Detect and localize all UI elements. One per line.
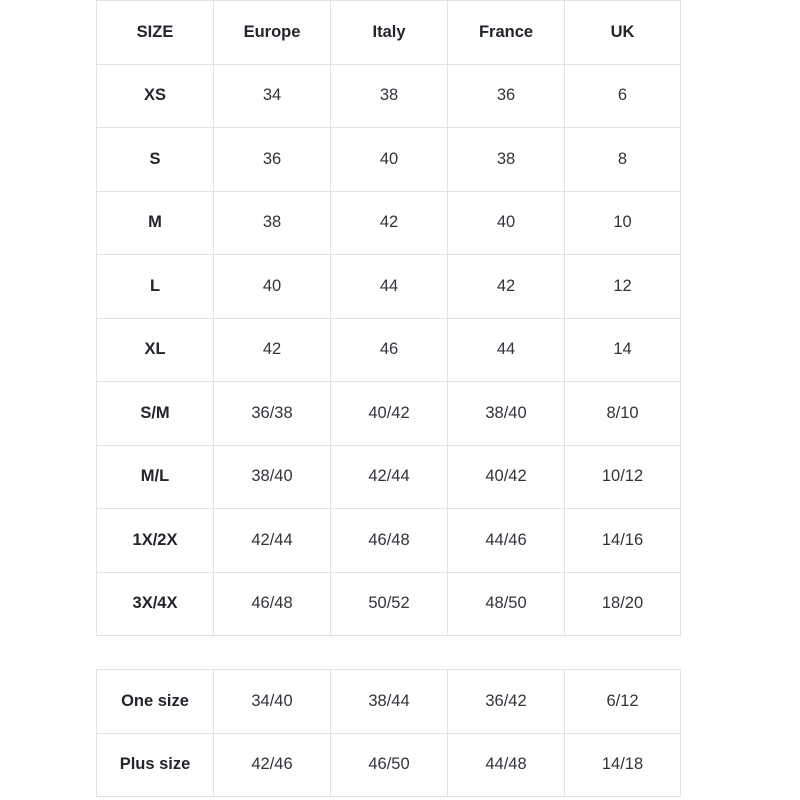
cell-italy: 46/48 [331,509,448,573]
cell-france: 40/42 [448,445,565,509]
cell-uk: 14/16 [565,509,681,573]
row-label: One size [97,670,214,734]
table-row [97,191,681,255]
row-label: Plus size [97,733,214,797]
cell-europe: 42/44 [214,509,331,573]
row-label: M/L [97,445,214,509]
table-header-row [97,1,681,65]
cell-uk: 6 [565,64,681,128]
table-row [97,128,681,192]
cell-italy: 44 [331,255,448,319]
cell-france: 36/42 [448,670,565,734]
column-header-size: SIZE [97,1,214,65]
table-row [97,382,681,446]
row-label: L [97,255,214,319]
cell-uk: 14/18 [565,733,681,797]
cell-france: 36 [448,64,565,128]
cell-europe: 46/48 [214,572,331,636]
cell-europe: 34 [214,64,331,128]
cell-uk: 8 [565,128,681,192]
cell-italy: 46 [331,318,448,382]
cell-europe: 40 [214,255,331,319]
cell-italy: 38/44 [331,670,448,734]
column-header-uk: UK [565,1,681,65]
cell-italy: 42 [331,191,448,255]
cell-italy: 42/44 [331,445,448,509]
table-spacer [96,636,680,669]
cell-italy: 40 [331,128,448,192]
cell-uk: 10 [565,191,681,255]
table-row [97,572,681,636]
column-header-france: France [448,1,565,65]
table-row [97,733,681,797]
table-row [97,509,681,573]
cell-uk: 12 [565,255,681,319]
cell-italy: 46/50 [331,733,448,797]
row-label: M [97,191,214,255]
cell-europe: 42/46 [214,733,331,797]
cell-uk: 8/10 [565,382,681,446]
one-size-table [96,669,681,797]
cell-france: 38/40 [448,382,565,446]
row-label: XL [97,318,214,382]
cell-uk: 6/12 [565,670,681,734]
row-label: S [97,128,214,192]
row-label: 1X/2X [97,509,214,573]
column-header-italy: Italy [331,1,448,65]
column-header-europe: Europe [214,1,331,65]
table-row [97,64,681,128]
table-row [97,670,681,734]
cell-france: 44/48 [448,733,565,797]
cell-europe: 38 [214,191,331,255]
table-row [97,255,681,319]
cell-france: 40 [448,191,565,255]
cell-europe: 42 [214,318,331,382]
cell-france: 44/46 [448,509,565,573]
cell-italy: 50/52 [331,572,448,636]
cell-france: 48/50 [448,572,565,636]
size-chart-sheet [96,0,680,797]
cell-france: 44 [448,318,565,382]
cell-europe: 36/38 [214,382,331,446]
cell-italy: 38 [331,64,448,128]
row-label: 3X/4X [97,572,214,636]
size-conversion-table [96,0,681,636]
cell-uk: 18/20 [565,572,681,636]
cell-uk: 14 [565,318,681,382]
table-row [97,318,681,382]
cell-europe: 34/40 [214,670,331,734]
row-label: XS [97,64,214,128]
cell-france: 42 [448,255,565,319]
table-row [97,445,681,509]
cell-europe: 36 [214,128,331,192]
row-label: S/M [97,382,214,446]
cell-france: 38 [448,128,565,192]
cell-uk: 10/12 [565,445,681,509]
cell-europe: 38/40 [214,445,331,509]
cell-italy: 40/42 [331,382,448,446]
